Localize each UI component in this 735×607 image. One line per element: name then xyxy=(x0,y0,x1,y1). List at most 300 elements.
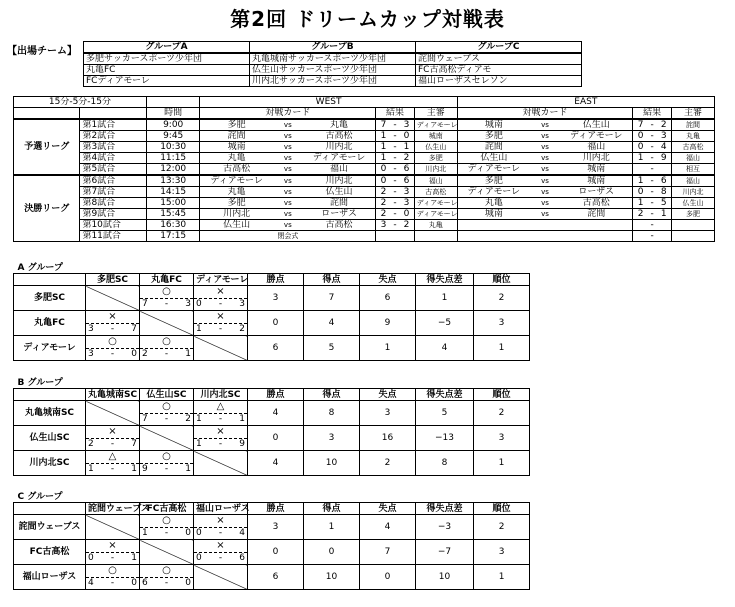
west-home xyxy=(200,231,273,242)
self-match-cell xyxy=(194,451,248,476)
goals-against: 0 xyxy=(185,528,191,538)
match-time: 11:15 xyxy=(146,153,200,164)
opponent-header: FC古高松 xyxy=(140,503,194,515)
west-away: 詫間 xyxy=(303,198,376,209)
goals-against: 2 xyxy=(185,414,191,424)
standings-row xyxy=(14,286,530,311)
west-referee: 城南 xyxy=(414,131,457,142)
goals-against: 2 xyxy=(239,324,245,334)
team-label: 丸亀FC xyxy=(14,311,86,336)
east-score-away: 2 xyxy=(656,119,671,131)
result-mark: × xyxy=(108,311,117,322)
west-home: 古高松 xyxy=(200,164,273,176)
west-score-away: 2 xyxy=(399,153,414,164)
west-score-sep: - xyxy=(391,175,400,187)
east-away: 川内北 xyxy=(560,153,633,164)
stat-value: −5 xyxy=(416,311,474,336)
score-dash: - xyxy=(218,439,223,449)
east-vs xyxy=(530,231,560,242)
match-time: 10:30 xyxy=(146,142,200,153)
east-score-sep: - xyxy=(648,131,657,142)
goals-for: 3 xyxy=(88,324,94,334)
stat-value: 4 xyxy=(248,401,304,426)
west-referee: ディアモーレ xyxy=(414,209,457,220)
match-no: 第10試合 xyxy=(80,220,146,231)
east-away: 詫間 xyxy=(560,209,633,220)
goals-for: 4 xyxy=(88,578,94,588)
result-cell xyxy=(86,540,140,565)
goals-against: 7 xyxy=(131,439,137,449)
goals-against: 0 xyxy=(185,578,191,588)
score-dash: - xyxy=(164,349,169,359)
west-home: ディアモーレ xyxy=(200,175,273,187)
match-time: 13:30 xyxy=(146,175,200,187)
match-time: 16:30 xyxy=(146,220,200,231)
result-cell xyxy=(86,426,140,451)
west-score-home: 0 xyxy=(376,175,391,187)
goals-for: 1 xyxy=(196,439,202,449)
west-score-sep: - xyxy=(391,142,400,153)
goals-against: 4 xyxy=(239,528,245,538)
stat-header: 順位 xyxy=(474,274,530,286)
team-name: FCディアモーレ xyxy=(84,76,250,87)
west-home: 城南 xyxy=(200,142,273,153)
stat-value: 0 xyxy=(360,565,416,590)
standings-table xyxy=(13,262,530,361)
result-mark: ○ xyxy=(162,515,171,526)
east-score-sep: - xyxy=(648,198,657,209)
goals-for: 1 xyxy=(196,414,202,424)
stat-value: 1 xyxy=(304,515,360,540)
match-time: 15:45 xyxy=(146,209,200,220)
east-away xyxy=(560,231,633,242)
east-home xyxy=(457,220,530,231)
stat-header: 得点 xyxy=(304,503,360,515)
west-score-away: 6 xyxy=(399,175,414,187)
group-a-header: グループA xyxy=(84,42,250,54)
east-score-away xyxy=(656,164,671,176)
goals-against: 1 xyxy=(131,464,137,474)
score-dash: - xyxy=(218,414,223,424)
east-score-sep: - xyxy=(648,209,657,220)
group-c-header: グループC xyxy=(416,42,582,54)
group-title: C グループ xyxy=(14,491,530,503)
stat-value: 0 xyxy=(248,426,304,451)
east-vs: vs xyxy=(530,187,560,198)
stat-header: 得失点差 xyxy=(416,503,474,515)
match-row xyxy=(14,187,715,198)
east-referee: 多肥 xyxy=(671,209,714,220)
west-score-home: 2 xyxy=(376,187,391,198)
result-mark: × xyxy=(216,540,225,551)
result-cell xyxy=(194,286,248,311)
goals-for: 2 xyxy=(142,349,148,359)
east-away: 仏生山 xyxy=(560,119,633,131)
opponent-header: 福山ローザス xyxy=(194,503,248,515)
west-score-away: 0 xyxy=(399,209,414,220)
score-dash: - xyxy=(110,464,115,474)
west-home: 川内北 xyxy=(200,209,273,220)
west-score-home: 2 xyxy=(376,198,391,209)
east-score-home: 2 xyxy=(633,209,648,220)
west-away: 川内北 xyxy=(303,175,376,187)
goals-against: 1 xyxy=(239,414,245,424)
group-b-header: グループB xyxy=(250,42,416,54)
west-score-sep: - xyxy=(391,198,400,209)
west-score-home: 3 xyxy=(376,220,391,231)
west-score-sep: - xyxy=(391,220,400,231)
stat-value: 3 xyxy=(360,401,416,426)
format-label: 15分-5分-15分 xyxy=(14,97,147,108)
goals-for: 0 xyxy=(196,528,202,538)
score-dash: - xyxy=(164,299,169,309)
goals-for: 0 xyxy=(196,299,202,309)
goals-for: 6 xyxy=(142,578,148,588)
west-vs: vs xyxy=(273,198,303,209)
stat-value: 3 xyxy=(248,286,304,311)
team-name: 詫間ウェーブス xyxy=(416,53,582,65)
east-referee-header: 主審 xyxy=(671,108,714,120)
west-vs: vs xyxy=(273,209,303,220)
east-score-home: 0 xyxy=(633,187,648,198)
stat-value: 3 xyxy=(474,426,530,451)
team-label: 丸亀城南SC xyxy=(14,401,86,426)
east-referee: 川内北 xyxy=(671,187,714,198)
team-label: 仏生山SC xyxy=(14,426,86,451)
east-referee: 古高松 xyxy=(671,142,714,153)
stat-value: 1 xyxy=(474,451,530,476)
east-vs: vs xyxy=(530,164,560,176)
east-score-sep: - xyxy=(648,220,657,231)
stat-value: 3 xyxy=(304,426,360,451)
goals-for: 7 xyxy=(142,299,148,309)
goals-for: 0 xyxy=(196,553,202,563)
goals-for: 0 xyxy=(88,553,94,563)
result-mark: ○ xyxy=(108,565,117,576)
goals-for: 9 xyxy=(142,464,148,474)
result-mark: × xyxy=(216,286,225,297)
time-header: 時間 xyxy=(146,108,200,120)
stat-header: 順位 xyxy=(474,503,530,515)
match-no: 第4試合 xyxy=(80,153,146,164)
stat-value: 10 xyxy=(416,565,474,590)
stat-value: 3 xyxy=(474,540,530,565)
east-referee: 詫間 xyxy=(671,119,714,131)
match-row xyxy=(14,209,715,220)
west-score-home: 0 xyxy=(376,164,391,176)
stat-value: 1 xyxy=(474,336,530,361)
east-away: 古高松 xyxy=(560,198,633,209)
west-home: 多肥 xyxy=(200,198,273,209)
east-away: 福山 xyxy=(560,142,633,153)
stat-value: 10 xyxy=(304,565,360,590)
east-vs: vs xyxy=(530,175,560,187)
self-match-cell xyxy=(140,311,194,336)
west-away: 古高松 xyxy=(303,131,376,142)
stat-value: −7 xyxy=(416,540,474,565)
result-mark: ○ xyxy=(162,336,171,347)
stat-header: 勝点 xyxy=(248,503,304,515)
east-header: EAST xyxy=(457,97,714,108)
match-time: 17:15 xyxy=(146,231,200,242)
score-dash: - xyxy=(164,464,169,474)
west-score-away xyxy=(399,231,414,242)
standings-row xyxy=(14,540,530,565)
east-away: 城南 xyxy=(560,164,633,176)
opponent-header: 詫間ウェーブス xyxy=(86,503,140,515)
west-vs: 閉会式 xyxy=(273,231,303,242)
stat-header: 失点 xyxy=(360,503,416,515)
east-away: ディアモーレ xyxy=(560,131,633,142)
stat-value: 4 xyxy=(304,311,360,336)
west-away: 福山 xyxy=(303,164,376,176)
self-match-cell xyxy=(140,426,194,451)
east-score-home: 0 xyxy=(633,131,648,142)
goals-against: 3 xyxy=(185,299,191,309)
west-score-sep: - xyxy=(391,153,400,164)
west-referee-header: 主審 xyxy=(414,108,457,120)
match-no: 第11試合 xyxy=(80,231,146,242)
west-away: 古高松 xyxy=(303,220,376,231)
west-away: 川内北 xyxy=(303,142,376,153)
east-referee: 仏生山 xyxy=(671,198,714,209)
match-time: 14:15 xyxy=(146,187,200,198)
stat-value: −13 xyxy=(416,426,474,451)
self-match-cell xyxy=(194,336,248,361)
goals-against: 1 xyxy=(185,464,191,474)
result-mark: ○ xyxy=(162,565,171,576)
self-match-cell xyxy=(86,286,140,311)
west-referee: ディアモーレ xyxy=(414,119,457,131)
match-row xyxy=(14,119,715,131)
west-home: 丸亀 xyxy=(200,153,273,164)
result-mark: ○ xyxy=(108,336,117,347)
west-score-away: 2 xyxy=(399,220,414,231)
match-row xyxy=(14,164,715,176)
result-cell xyxy=(140,451,194,476)
east-home: 多肥 xyxy=(457,175,530,187)
opponent-header: ディアモーレ xyxy=(194,274,248,286)
east-vs: vs xyxy=(530,153,560,164)
stat-header: 勝点 xyxy=(248,389,304,401)
self-match-cell xyxy=(194,565,248,590)
match-time: 9:45 xyxy=(146,131,200,142)
stat-header: 得点 xyxy=(304,274,360,286)
stat-header: 得点 xyxy=(304,389,360,401)
east-score-away xyxy=(656,231,671,242)
stat-value: 6 xyxy=(248,565,304,590)
team-name: 丸亀城南サッカースポーツ少年団 xyxy=(250,53,416,65)
east-score-home: 1 xyxy=(633,153,648,164)
east-away xyxy=(560,220,633,231)
stat-value: 1 xyxy=(416,286,474,311)
west-away: 仏生山 xyxy=(303,187,376,198)
match-no: 第7試合 xyxy=(80,187,146,198)
team-label: ディアモーレ xyxy=(14,336,86,361)
team-name: 福山ローザスセレソン xyxy=(416,76,582,87)
stat-value: 3 xyxy=(474,311,530,336)
result-mark: × xyxy=(108,426,117,437)
match-no: 第5試合 xyxy=(80,164,146,176)
standings-row xyxy=(14,451,530,476)
goals-for: 1 xyxy=(196,324,202,334)
west-score-home: 1 xyxy=(376,131,391,142)
east-home: ディアモーレ xyxy=(457,164,530,176)
stat-header: 失点 xyxy=(360,274,416,286)
self-match-cell xyxy=(86,515,140,540)
goals-against: 1 xyxy=(131,553,137,563)
opponent-header: 仏生山SC xyxy=(140,389,194,401)
east-referee: 相互 xyxy=(671,164,714,176)
result-mark: △ xyxy=(108,451,117,462)
west-score-sep: - xyxy=(391,187,400,198)
teams-table xyxy=(83,41,582,87)
east-score-sep: - xyxy=(648,175,657,187)
round-label: 予選リーグ xyxy=(14,119,80,175)
west-result-header: 結果 xyxy=(376,108,415,120)
east-score-home: 1 xyxy=(633,198,648,209)
result-cell xyxy=(194,311,248,336)
team-label: 福山ローザス xyxy=(14,565,86,590)
match-no: 第3試合 xyxy=(80,142,146,153)
score-dash: - xyxy=(110,349,115,359)
west-score-sep xyxy=(391,231,400,242)
west-away xyxy=(303,231,376,242)
east-score-away: 5 xyxy=(656,198,671,209)
score-dash: - xyxy=(164,528,169,538)
score-dash: - xyxy=(110,553,115,563)
score-dash: - xyxy=(110,324,115,334)
east-score-sep: - xyxy=(648,187,657,198)
goals-for: 1 xyxy=(142,528,148,538)
result-mark: ○ xyxy=(162,286,171,297)
east-home: 城南 xyxy=(457,119,530,131)
west-score-away: 6 xyxy=(399,164,414,176)
east-score-home xyxy=(633,164,648,176)
west-score-sep: - xyxy=(391,164,400,176)
west-referee: 多肥 xyxy=(414,153,457,164)
match-row xyxy=(14,153,715,164)
score-dash: - xyxy=(218,324,223,334)
west-score-home xyxy=(376,231,391,242)
result-mark: × xyxy=(216,515,225,526)
score-dash: - xyxy=(164,414,169,424)
result-cell xyxy=(194,401,248,426)
teams-label: 【出場チーム】 xyxy=(7,46,77,57)
east-vs: vs xyxy=(530,209,560,220)
match-row xyxy=(14,198,715,209)
west-vs: vs xyxy=(273,164,303,176)
goals-against: 0 xyxy=(131,349,137,359)
west-vs: vs xyxy=(273,153,303,164)
west-away: ローザス xyxy=(303,209,376,220)
stat-value: 4 xyxy=(248,451,304,476)
standings-row xyxy=(14,565,530,590)
stat-value: 10 xyxy=(304,451,360,476)
east-vs: vs xyxy=(530,131,560,142)
match-no: 第2試合 xyxy=(80,131,146,142)
west-home: 詫間 xyxy=(200,131,273,142)
stat-value: 1 xyxy=(360,336,416,361)
west-vs: vs xyxy=(273,175,303,187)
standings-row xyxy=(14,336,530,361)
west-referee: 仏生山 xyxy=(414,142,457,153)
west-home: 仏生山 xyxy=(200,220,273,231)
goals-against: 3 xyxy=(239,299,245,309)
standings-row xyxy=(14,515,530,540)
east-referee xyxy=(671,220,714,231)
result-cell xyxy=(194,540,248,565)
result-mark: × xyxy=(216,426,225,437)
east-score-sep: - xyxy=(648,153,657,164)
standings-row xyxy=(14,426,530,451)
west-referee: 川内北 xyxy=(414,164,457,176)
east-vs: vs xyxy=(530,142,560,153)
west-score-home: 1 xyxy=(376,153,391,164)
east-score-away xyxy=(656,220,671,231)
stat-value: 1 xyxy=(474,565,530,590)
stat-value: 5 xyxy=(304,336,360,361)
west-card-header: 対戦カード xyxy=(200,108,376,120)
stat-value: 8 xyxy=(304,401,360,426)
opponent-header: 丸亀城南SC xyxy=(86,389,140,401)
standings-table xyxy=(13,491,530,590)
stat-value: 0 xyxy=(248,311,304,336)
result-mark: ○ xyxy=(162,401,171,412)
stat-value: 3 xyxy=(248,515,304,540)
east-referee xyxy=(671,231,714,242)
east-card-header: 対戦カード xyxy=(457,108,633,120)
west-score-home: 2 xyxy=(376,209,391,220)
west-home: 丸亀 xyxy=(200,187,273,198)
east-home xyxy=(457,231,530,242)
west-score-away: 1 xyxy=(399,142,414,153)
stat-value: 2 xyxy=(474,286,530,311)
east-home: ディアモーレ xyxy=(457,187,530,198)
score-dash: - xyxy=(110,439,115,449)
schedule-table xyxy=(13,96,715,242)
self-match-cell xyxy=(140,540,194,565)
east-score-home: 0 xyxy=(633,142,648,153)
east-home: 丸亀 xyxy=(457,198,530,209)
east-home: 詫間 xyxy=(457,142,530,153)
result-cell xyxy=(86,565,140,590)
stat-value: 9 xyxy=(360,311,416,336)
score-dash: - xyxy=(110,578,115,588)
east-score-sep: - xyxy=(648,231,657,242)
goals-against: 9 xyxy=(239,439,245,449)
goals-for: 3 xyxy=(88,349,94,359)
west-score-away: 3 xyxy=(399,198,414,209)
west-referee: 福山 xyxy=(414,175,457,187)
match-row xyxy=(14,142,715,153)
east-referee: 丸亀 xyxy=(671,131,714,142)
west-vs: vs xyxy=(273,187,303,198)
page-title: 第2回 ドリームカップ対戦表 xyxy=(230,7,505,31)
result-cell xyxy=(86,311,140,336)
group-title: B グループ xyxy=(14,377,530,389)
goals-for: 1 xyxy=(88,464,94,474)
stat-header: 得失点差 xyxy=(416,389,474,401)
west-vs: vs xyxy=(273,220,303,231)
west-vs: vs xyxy=(273,131,303,142)
east-score-home: 1 xyxy=(633,175,648,187)
score-dash: - xyxy=(218,299,223,309)
match-row xyxy=(14,231,715,242)
match-no: 第9試合 xyxy=(80,209,146,220)
stat-value: 4 xyxy=(360,515,416,540)
result-mark: × xyxy=(216,311,225,322)
